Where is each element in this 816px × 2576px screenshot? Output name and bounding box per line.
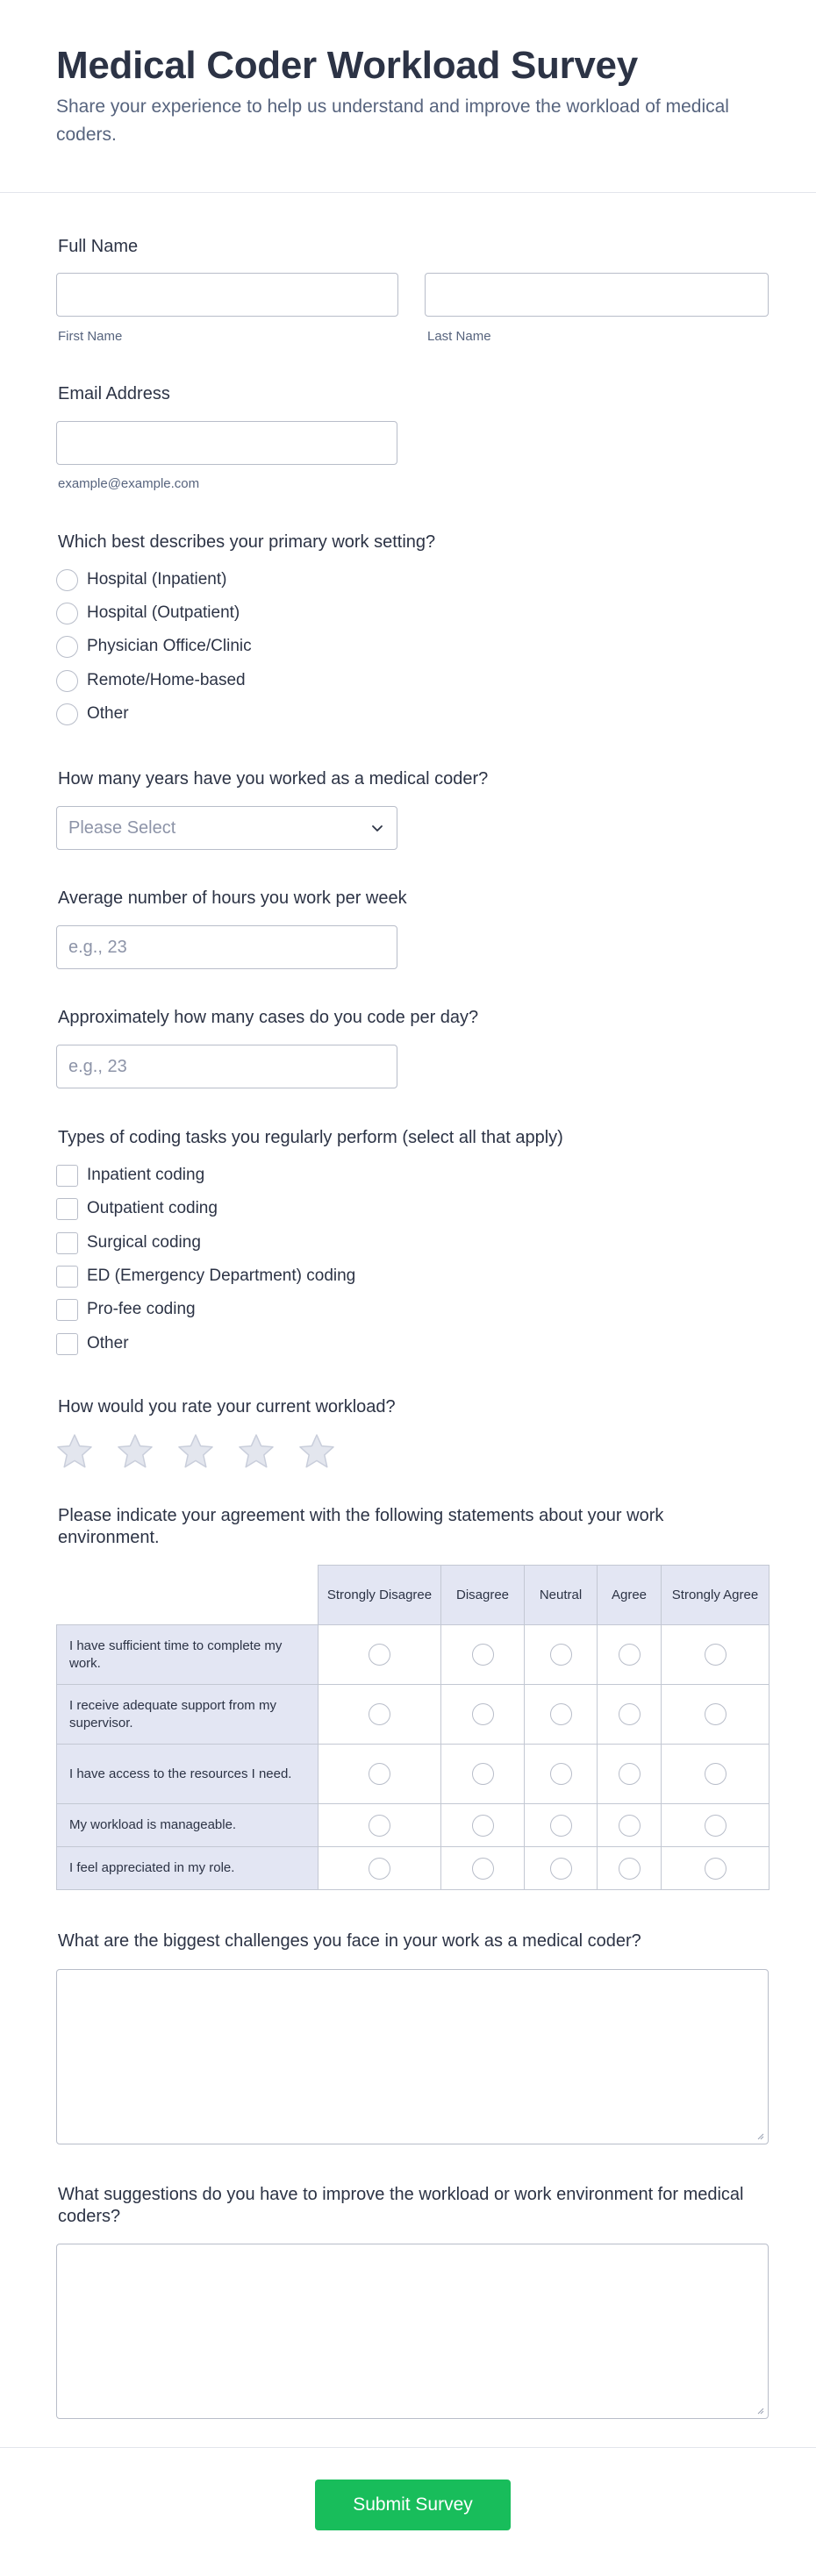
checkbox[interactable]	[56, 1333, 78, 1355]
page-title: Medical Coder Workload Survey	[56, 44, 638, 87]
matrix-row	[57, 1847, 769, 1890]
matrix-column-header: Strongly Disagree	[319, 1566, 441, 1625]
task-option[interactable]	[56, 1197, 218, 1220]
cases-label: Approximately how many cases do you code per day?	[58, 1008, 479, 1027]
option-label: Outpatient coding	[87, 1199, 218, 1217]
form-footer	[0, 2447, 816, 2576]
matrix-column-header: Disagree	[441, 1566, 525, 1625]
matrix-radio[interactable]	[369, 1763, 390, 1785]
task-option[interactable]	[56, 1298, 196, 1321]
workload-rating-label: How would you rate your current workload?	[58, 1397, 396, 1416]
matrix-radio[interactable]	[550, 1703, 572, 1725]
option-label: Hospital (Outpatient)	[87, 603, 240, 622]
matrix-radio[interactable]	[705, 1763, 727, 1785]
work-setting-option[interactable]	[56, 703, 129, 725]
option-label: Other	[87, 1334, 129, 1352]
email-input[interactable]	[56, 421, 397, 465]
tasks-label: Types of coding tasks you regularly perform (select all that apply)	[58, 1128, 563, 1147]
suggestions-label: What suggestions do you have to improve the workload or work environment for medical coders?	[58, 2185, 744, 2226]
matrix-radio[interactable]	[472, 1703, 494, 1725]
option-label: Other	[87, 704, 129, 723]
resize-grip-icon[interactable]	[755, 2131, 764, 2140]
radio-button[interactable]	[56, 569, 78, 591]
option-label: Pro-fee coding	[87, 1300, 196, 1318]
full-name-label: Full Name	[58, 237, 139, 256]
option-label: Surgical coding	[87, 1233, 201, 1252]
radio-button[interactable]	[56, 670, 78, 692]
option-label: Inpatient coding	[87, 1166, 205, 1184]
matrix-radio[interactable]	[705, 1815, 727, 1837]
page-subtitle: Share your experience to help us understand and improve the workload of medical coders.	[56, 96, 729, 145]
matrix-radio[interactable]	[705, 1644, 727, 1666]
years-label: How many years have you worked as a medical coder?	[58, 769, 489, 788]
matrix-row	[57, 1745, 769, 1804]
option-label: Remote/Home-based	[87, 671, 246, 689]
matrix-column-header: Neutral	[525, 1566, 598, 1625]
first-name-input[interactable]	[56, 273, 398, 317]
email-sublabel: example@example.com	[58, 476, 200, 491]
matrix-radio[interactable]	[472, 1763, 494, 1785]
radio-button[interactable]	[56, 603, 78, 624]
cases-input[interactable]	[56, 1045, 397, 1088]
matrix-column-header: Strongly Agree	[662, 1566, 769, 1625]
star-icon[interactable]	[177, 1433, 214, 1470]
matrix-radio[interactable]	[619, 1815, 641, 1837]
years-select[interactable]	[56, 806, 397, 850]
checkbox[interactable]	[56, 1266, 78, 1288]
matrix-row-label: I have access to the resources I need.	[57, 1745, 319, 1804]
star-icon[interactable]	[117, 1433, 154, 1470]
years-select-placeholder: Please Select	[68, 818, 176, 838]
task-option[interactable]	[56, 1164, 204, 1187]
checkbox[interactable]	[56, 1299, 78, 1321]
chevron-down-icon	[370, 821, 384, 835]
matrix-radio[interactable]	[472, 1815, 494, 1837]
matrix-radio[interactable]	[369, 1644, 390, 1666]
matrix-row-label: I have sufficient time to complete my work.	[57, 1625, 319, 1685]
matrix-radio[interactable]	[550, 1763, 572, 1785]
suggestions-textarea[interactable]	[56, 2244, 769, 2419]
matrix-column-header: Agree	[598, 1566, 662, 1625]
star-icon[interactable]	[238, 1433, 275, 1470]
matrix-radio[interactable]	[472, 1644, 494, 1666]
resize-grip-icon[interactable]	[755, 2406, 764, 2415]
matrix-row-label: My workload is manageable.	[57, 1804, 319, 1847]
agreement-label: Please indicate your agreement with the following statements about your work environment.	[58, 1506, 664, 1547]
matrix-radio[interactable]	[369, 1815, 390, 1837]
matrix-radio[interactable]	[550, 1815, 572, 1837]
matrix-radio[interactable]	[619, 1644, 641, 1666]
task-option[interactable]	[56, 1231, 201, 1254]
matrix-corner	[57, 1566, 319, 1625]
matrix-radio[interactable]	[619, 1858, 641, 1880]
checkbox[interactable]	[56, 1232, 78, 1254]
option-label: ED (Emergency Department) coding	[87, 1267, 356, 1285]
matrix-row	[57, 1625, 769, 1685]
matrix-row-label: I feel appreciated in my role.	[57, 1847, 319, 1890]
matrix-radio[interactable]	[705, 1858, 727, 1880]
option-label: Physician Office/Clinic	[87, 637, 252, 655]
matrix-radio[interactable]	[619, 1763, 641, 1785]
matrix-row	[57, 1685, 769, 1745]
matrix-row	[57, 1804, 769, 1847]
checkbox[interactable]	[56, 1198, 78, 1220]
matrix-radio[interactable]	[369, 1858, 390, 1880]
hours-input[interactable]	[56, 925, 397, 969]
challenges-label: What are the biggest challenges you face in your work as a medical coder?	[58, 1931, 641, 1951]
checkbox[interactable]	[56, 1165, 78, 1187]
first-name-sublabel: First Name	[58, 329, 123, 344]
radio-button[interactable]	[56, 703, 78, 725]
work-setting-label: Which best describes your primary work setting?	[58, 532, 436, 552]
task-option[interactable]	[56, 1265, 355, 1288]
matrix-radio[interactable]	[705, 1703, 727, 1725]
radio-button[interactable]	[56, 636, 78, 658]
star-rating	[56, 1433, 359, 1470]
option-label: Hospital (Inpatient)	[87, 570, 227, 589]
star-icon[interactable]	[56, 1433, 93, 1470]
task-option[interactable]	[56, 1332, 129, 1355]
matrix-row-label: I receive adequate support from my supervisor.	[57, 1685, 319, 1745]
matrix-radio[interactable]	[619, 1703, 641, 1725]
matrix-radio[interactable]	[369, 1703, 390, 1725]
work-setting-option[interactable]	[56, 669, 246, 692]
challenges-textarea[interactable]	[56, 1969, 769, 2144]
hours-label: Average number of hours you work per week	[58, 888, 407, 908]
matrix-radio[interactable]	[550, 1858, 572, 1880]
star-icon[interactable]	[298, 1433, 335, 1470]
form-header	[0, 0, 816, 193]
matrix-radio[interactable]	[550, 1644, 572, 1666]
submit-button[interactable]: Submit Survey	[315, 2480, 511, 2530]
last-name-sublabel: Last Name	[427, 329, 491, 344]
last-name-input[interactable]	[425, 273, 769, 317]
matrix-radio[interactable]	[472, 1858, 494, 1880]
work-setting-option[interactable]	[56, 568, 226, 591]
work-setting-option[interactable]	[56, 635, 252, 658]
email-label: Email Address	[58, 384, 170, 403]
work-setting-option[interactable]	[56, 602, 240, 624]
agreement-matrix	[56, 1565, 769, 1890]
